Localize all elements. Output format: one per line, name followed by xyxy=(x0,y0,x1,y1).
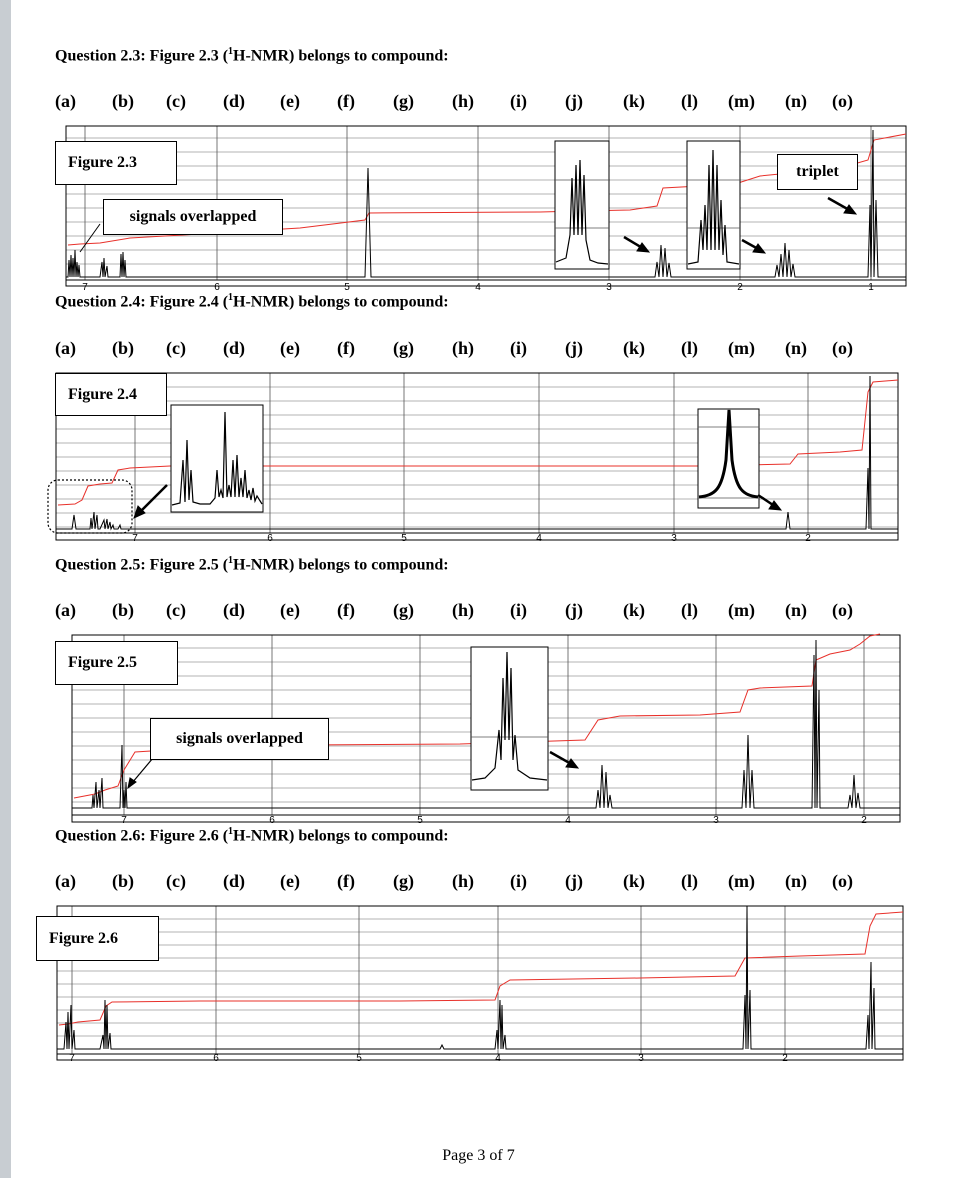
option-o[interactable]: (o) xyxy=(832,91,853,111)
tick-label: 4 xyxy=(565,815,571,826)
option-d[interactable]: (d) xyxy=(223,338,245,358)
option-h[interactable]: (h) xyxy=(452,338,474,358)
tick-label: 5 xyxy=(401,533,407,544)
option-c[interactable]: (c) xyxy=(166,600,186,620)
tick-label: 3 xyxy=(671,533,677,544)
option-o[interactable]: (o) xyxy=(832,338,853,358)
option-m[interactable]: (m) xyxy=(728,871,755,891)
tick-label: 5 xyxy=(344,282,350,293)
tick-label: 6 xyxy=(269,815,275,826)
callout-triplet: triplet xyxy=(777,154,858,190)
option-e[interactable]: (e) xyxy=(280,338,300,358)
option-a[interactable]: (a) xyxy=(55,91,76,111)
option-d[interactable]: (d) xyxy=(223,600,245,620)
spectrum-trace xyxy=(57,906,903,1049)
option-n[interactable]: (n) xyxy=(785,91,807,111)
tick-label: 2 xyxy=(782,1053,788,1064)
option-n[interactable]: (n) xyxy=(785,871,807,891)
integral-curve xyxy=(59,912,903,1025)
option-b[interactable]: (b) xyxy=(112,338,134,358)
option-g[interactable]: (g) xyxy=(393,871,414,891)
tick-label: 6 xyxy=(213,1053,219,1064)
option-m[interactable]: (m) xyxy=(728,338,755,358)
tick-label: 7 xyxy=(132,533,138,544)
option-f[interactable]: (f) xyxy=(337,91,355,111)
callout-signals-overlapped: signals overlapped xyxy=(103,199,283,235)
option-m[interactable]: (m) xyxy=(728,91,755,111)
option-g[interactable]: (g) xyxy=(393,600,414,620)
option-b[interactable]: (b) xyxy=(112,600,134,620)
option-j[interactable]: (j) xyxy=(565,91,583,111)
tick-label: 6 xyxy=(214,282,220,293)
figure-label-2-3: Figure 2.3 xyxy=(55,141,177,185)
option-a[interactable]: (a) xyxy=(55,871,76,891)
grid-h xyxy=(57,919,903,1036)
option-l[interactable]: (l) xyxy=(681,871,698,891)
question-title-2-6: Question 2.6: Figure 2.6 ($^1$H-NMR) belongs to compound: xyxy=(55,826,449,845)
option-l[interactable]: (l) xyxy=(681,91,698,111)
option-b[interactable]: (b) xyxy=(112,871,134,891)
option-g[interactable]: (g) xyxy=(393,338,414,358)
option-i[interactable]: (i) xyxy=(510,338,527,358)
tick-label: 5 xyxy=(356,1053,362,1064)
option-e[interactable]: (e) xyxy=(280,871,300,891)
tick-label: 2 xyxy=(861,815,867,826)
question-title-2-3: Question 2.3: Figure 2.3 ($^1$H-NMR) belongs to compound: xyxy=(55,46,449,65)
tick-label: 4 xyxy=(536,533,542,544)
option-d[interactable]: (d) xyxy=(223,91,245,111)
option-i[interactable]: (i) xyxy=(510,600,527,620)
option-f[interactable]: (f) xyxy=(337,600,355,620)
tick-label: 3 xyxy=(713,815,719,826)
page-footer: Page 3 of 7 xyxy=(442,1147,515,1164)
option-h[interactable]: (h) xyxy=(452,871,474,891)
option-c[interactable]: (c) xyxy=(166,91,186,111)
option-f[interactable]: (f) xyxy=(337,871,355,891)
tick-label: 3 xyxy=(606,282,612,293)
option-k[interactable]: (k) xyxy=(623,338,645,358)
option-b[interactable]: (b) xyxy=(112,91,134,111)
option-n[interactable]: (n) xyxy=(785,600,807,620)
question-title-2-4: Question 2.4: Figure 2.4 ($^1$H-NMR) belongs to compound: xyxy=(55,292,449,311)
option-j[interactable]: (j) xyxy=(565,338,583,358)
option-g[interactable]: (g) xyxy=(393,91,414,111)
tick-label: 2 xyxy=(805,533,811,544)
tick-label: 5 xyxy=(417,815,423,826)
option-n[interactable]: (n) xyxy=(785,338,807,358)
tick-label: 4 xyxy=(495,1053,501,1064)
option-k[interactable]: (k) xyxy=(623,600,645,620)
option-a[interactable]: (a) xyxy=(55,338,76,358)
tick-label: 6 xyxy=(267,533,273,544)
option-a[interactable]: (a) xyxy=(55,600,76,620)
option-h[interactable]: (h) xyxy=(452,600,474,620)
option-o[interactable]: (o) xyxy=(832,871,853,891)
grid-v xyxy=(72,906,785,1054)
figure-label-2-6: Figure 2.6 xyxy=(36,916,159,961)
option-k[interactable]: (k) xyxy=(623,91,645,111)
option-j[interactable]: (j) xyxy=(565,600,583,620)
callout-signals-overlapped: signals overlapped xyxy=(150,718,329,760)
option-k[interactable]: (k) xyxy=(623,871,645,891)
option-f[interactable]: (f) xyxy=(337,338,355,358)
option-e[interactable]: (e) xyxy=(280,91,300,111)
option-c[interactable]: (c) xyxy=(166,338,186,358)
tick-label: 4 xyxy=(475,282,481,293)
option-j[interactable]: (j) xyxy=(565,871,583,891)
option-l[interactable]: (l) xyxy=(681,338,698,358)
option-i[interactable]: (i) xyxy=(510,91,527,111)
tick-label: 7 xyxy=(69,1053,75,1064)
option-d[interactable]: (d) xyxy=(223,871,245,891)
option-c[interactable]: (c) xyxy=(166,871,186,891)
option-e[interactable]: (e) xyxy=(280,600,300,620)
question-title-2-5: Question 2.5: Figure 2.5 ($^1$H-NMR) belongs to compound: xyxy=(55,555,449,574)
tick-label: 3 xyxy=(638,1053,644,1064)
figure-label-2-4: Figure 2.4 xyxy=(55,373,167,416)
tick-label: 1 xyxy=(868,282,874,293)
tick-label: 7 xyxy=(121,815,127,826)
option-h[interactable]: (h) xyxy=(452,91,474,111)
tick-label: 2 xyxy=(737,282,743,293)
tick-label: 7 xyxy=(82,282,88,293)
option-o[interactable]: (o) xyxy=(832,600,853,620)
option-i[interactable]: (i) xyxy=(510,871,527,891)
figure-label-2-5: Figure 2.5 xyxy=(55,641,178,685)
option-m[interactable]: (m) xyxy=(728,600,755,620)
option-l[interactable]: (l) xyxy=(681,600,698,620)
